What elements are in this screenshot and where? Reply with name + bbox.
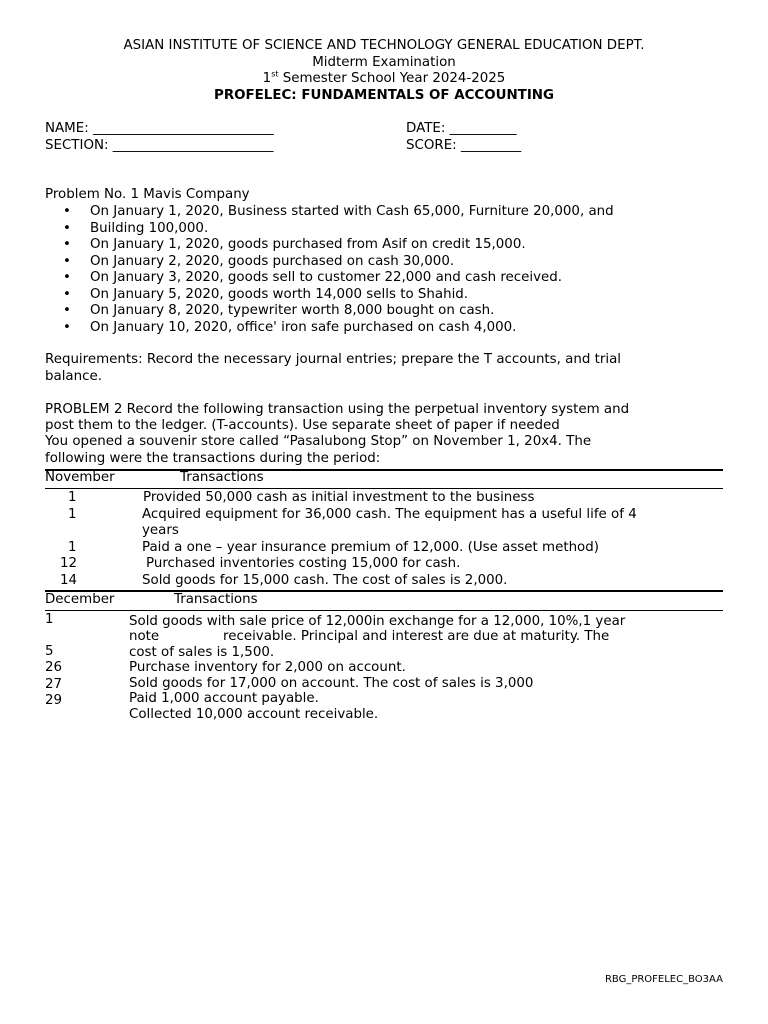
name-field: NAME: ___________________________ (45, 121, 274, 136)
semester-number: 1 (262, 71, 272, 86)
december-header: December (45, 592, 115, 607)
bullet-icon: • (63, 237, 71, 252)
institution-title: ASIAN INSTITUTE OF SCIENCE AND TECHNOLOGY GENERAL EDUCATION DEPT. (123, 38, 645, 53)
november-transaction: Sold goods for 15,000 cash. The cost of sales is 2,000. (142, 573, 508, 588)
list-item (0, 303, 768, 320)
december-day: 1 (45, 612, 54, 627)
november-header: November (45, 470, 115, 485)
problem1-bullet-list (0, 204, 768, 336)
list-item (0, 237, 768, 254)
problem2-intro-line-1: PROBLEM 2 Record the following transaction using the perpetual inventory system and (45, 402, 630, 417)
bullet-icon: • (63, 286, 71, 302)
december-transaction-line: Sold goods with sale price of 12,000in exchange for a 12,000, 10%,1 year (129, 614, 626, 629)
list-item (0, 287, 768, 304)
exam-title: Midterm Examination (312, 55, 456, 70)
problem2-intro-line-3: You opened a souvenir store called “Pasalubong Stop” on November 1, 20x4. The (45, 434, 592, 449)
bullet-text: On January 1, 2020, goods purchased from Asif on credit 15,000. (90, 237, 526, 252)
problem1-title: Problem No. 1 Mavis Company (45, 187, 250, 202)
december-top-rule (45, 590, 723, 592)
december-transaction-line: Sold goods for 17,000 on account. The cost of sales is 3,000 (129, 676, 534, 691)
course-title: PROFELEC: FUNDAMENTALS OF ACCOUNTING (214, 88, 554, 103)
requirements-line-1: Requirements: Record the necessary journal entries; prepare the T accounts, and trial (45, 352, 622, 367)
november-day: 12 (60, 556, 78, 571)
list-item (0, 204, 768, 221)
november-transactions-header: Transactions (180, 470, 264, 485)
december-day: 5 (45, 644, 54, 659)
document-code: RBG_PROFELEC_BO3AA (604, 974, 723, 985)
november-header-rule (45, 488, 723, 489)
december-day: 27 (45, 677, 63, 692)
bullet-icon: • (63, 253, 71, 269)
december-transaction-line: cost of sales is 1,500. (129, 645, 275, 660)
bullet-icon: • (63, 303, 71, 318)
list-item (0, 320, 768, 337)
bullet-text: On January 3, 2020, goods sell to customer 22,000 and cash received. (90, 270, 563, 285)
bullet-text: On January 2, 2020, goods purchased on cash 30,000. (90, 253, 455, 269)
bullet-text: On January 5, 2020, goods worth 14,000 sells to Shahid. (90, 286, 469, 302)
december-transactions-header: Transactions (174, 592, 258, 607)
december-transaction-line: note receivable. Principal and interest are due at maturity. The (129, 629, 610, 644)
bullet-icon: • (63, 204, 71, 219)
bullet-icon: • (63, 270, 71, 285)
score-field: SCORE: _________ (406, 138, 522, 153)
november-day: 1 (68, 507, 77, 522)
bullet-icon: • (63, 220, 71, 236)
december-header-rule (45, 610, 723, 611)
november-day: 14 (60, 573, 78, 588)
list-item (0, 254, 768, 271)
november-transaction: Purchased inventories costing 15,000 for cash. (146, 556, 461, 571)
december-transaction-line: Purchase inventory for 2,000 on account. (129, 660, 406, 675)
section-field: SECTION: ________________________ (45, 138, 274, 153)
december-transaction-line: Collected 10,000 account receivable. (129, 707, 379, 722)
bullet-text: On January 1, 2020, Business started with Cash 65,000, Furniture 20,000, and (90, 204, 614, 219)
december-day: 29 (45, 693, 63, 708)
december-transaction-line: Paid 1,000 account payable. (129, 691, 319, 706)
bullet-text: On January 10, 2020, office' iron safe purchased on cash 4,000. (90, 319, 517, 335)
november-top-rule (45, 469, 723, 471)
semester-superscript: st (271, 69, 279, 79)
date-field: DATE: __________ (406, 121, 517, 136)
bullet-text: Building 100,000. (90, 220, 209, 236)
requirements-line-2: balance. (45, 369, 102, 384)
problem2-intro-line-2: post them to the ledger. (T-accounts). Use separate sheet of paper if needed (45, 418, 560, 433)
november-transaction: Acquired equipment for 36,000 cash. The equipment has a useful life of 4 (142, 507, 637, 522)
november-transaction: Provided 50,000 cash as initial investment to the business (143, 490, 535, 505)
november-day: 1 (68, 490, 77, 505)
semester-text: Semester School Year 2024-2025 (278, 71, 506, 86)
list-item (0, 221, 768, 238)
bullet-text: On January 8, 2020, typewriter worth 8,000 bought on cash. (90, 303, 495, 318)
november-transaction: Paid a one – year insurance premium of 12,000. (Use asset method) (142, 540, 599, 555)
semester-line (0, 71, 768, 88)
bullet-icon: • (63, 319, 71, 335)
problem2-intro-line-4: following were the transactions during the period: (45, 451, 381, 466)
november-day: 1 (68, 540, 77, 555)
december-day: 26 (45, 660, 63, 675)
list-item (0, 270, 768, 287)
november-transaction-continuation: years (142, 523, 179, 538)
